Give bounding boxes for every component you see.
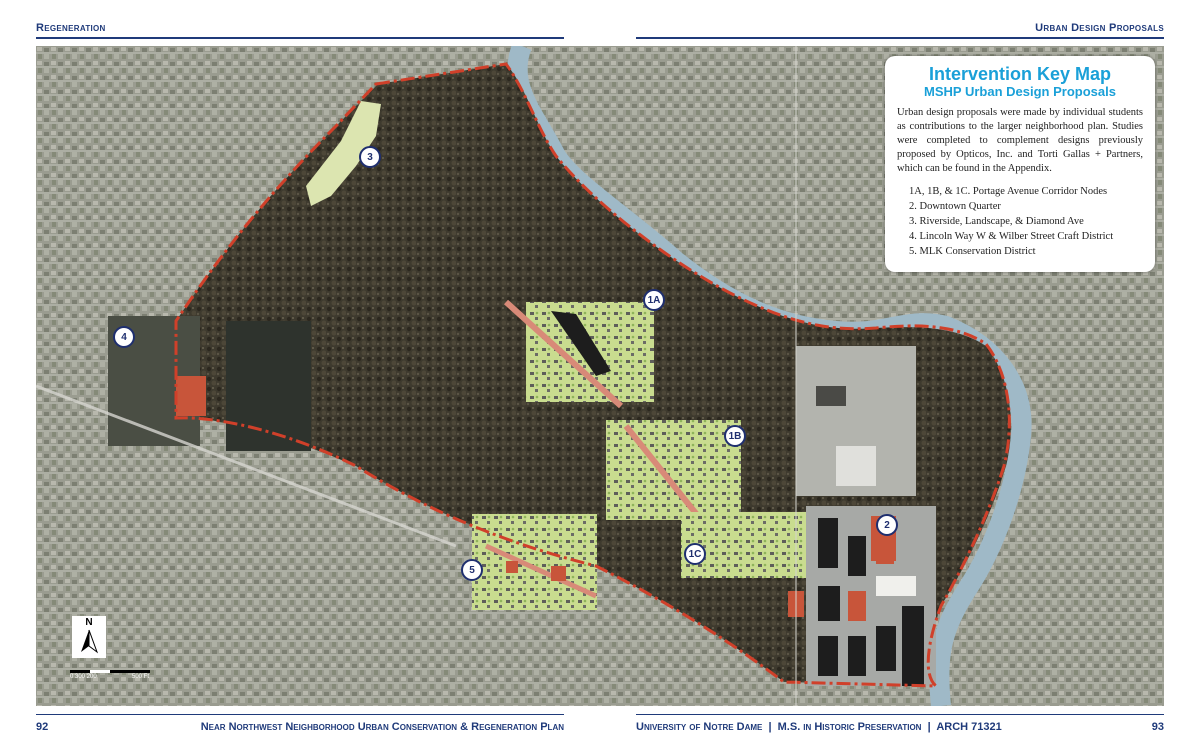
scale-left-label: 0 300 200 [70,674,97,680]
marker-1a[interactable]: 1A [643,289,665,311]
marker-1c[interactable]: 1C [684,543,706,565]
north-label: N [85,617,93,628]
legend-item: 2. Downtown Quarter [909,201,1001,212]
footer-title-left: Near Northwest Neighborhood Urban Conservation & Regeneration Plan [200,721,564,733]
intervention-1b-area [606,420,741,520]
scale-labels [70,674,160,680]
legend-item: 3. Riverside, Landscape, & Diamond Ave [909,216,1084,227]
header-rule-left [36,37,564,39]
legend-body: Urban design proposals were made by individual students as contributions to the larger neighborhood plan. Studies were completed to complement designs previously proposed by Opticos, Inc. and Torti Gallas + Partners, which can be found in the Appendix. [897,107,1143,174]
header-right: Urban Design Proposals [1035,22,1164,34]
footer-page-right: 93 [1151,721,1164,733]
footer-rule-right [636,714,1164,715]
marker-3[interactable]: 3 [359,146,381,168]
marker-4[interactable]: 4 [113,326,135,348]
footer-title-right: University of Notre Dame | M.S. in Historic Preservation | ARCH 71321 [636,721,1002,733]
legend-subtitle: MSHP Urban Design Proposals [924,84,1116,99]
header-rule-right [636,37,1164,39]
marker-1b[interactable]: 1B [724,425,746,447]
footer-rule-left [36,714,564,715]
marker-2[interactable]: 2 [876,514,898,536]
legend-list [897,184,1143,259]
scale-right-label: 500 Ft [132,674,150,680]
legend-panel [885,56,1155,272]
legend-title: Intervention Key Map [928,64,1112,84]
legend-item: 1A, 1B, & 1C. Portage Avenue Corridor Nodes [909,186,1108,197]
marker-5[interactable]: 5 [461,559,483,581]
legend-item: 5. MLK Conservation District [909,246,1036,257]
header-left: Regeneration [36,22,106,34]
footer-page-left: 92 [36,721,49,733]
north-arrow [72,616,106,658]
legend-item: 4. Lincoln Way W & Wilber Street Craft District [909,231,1114,242]
